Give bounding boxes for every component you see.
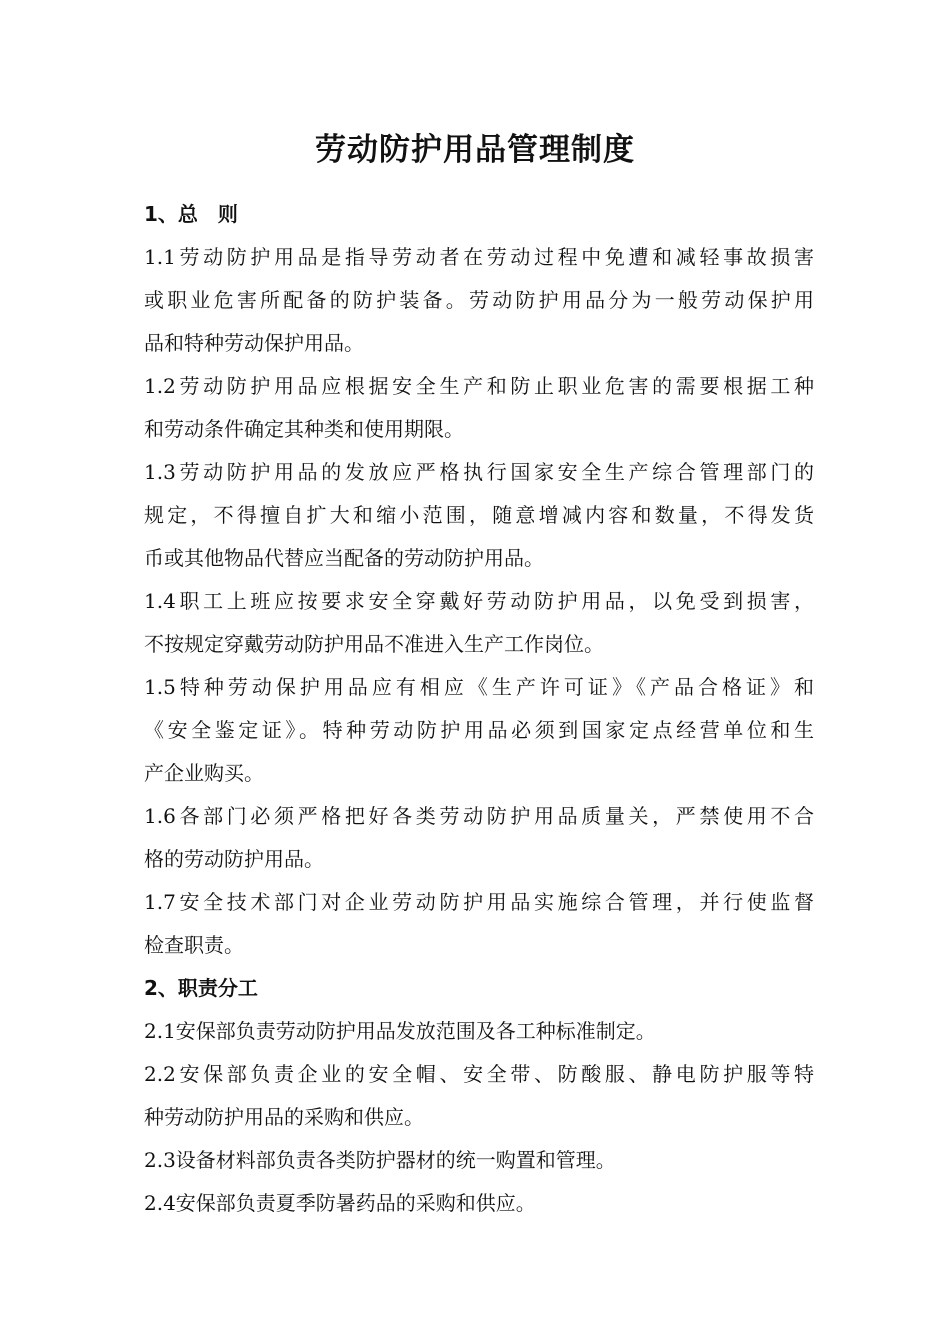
paragraph-line: 1.1劳动防护用品是指导劳动者在劳动过程中免遭和减轻事故损害 bbox=[144, 245, 814, 269]
paragraph-line: 1.3劳动防护用品的发放应严格执行国家安全生产综合管理部门的 bbox=[144, 460, 814, 484]
paragraph-line: 1.5特种劳动保护用品应有相应《生产许可证》《产品合格证》和 bbox=[144, 675, 814, 699]
paragraph-line: 不按规定穿戴劳动防护用品不准进入生产工作岗位。 bbox=[144, 632, 604, 656]
paragraph-line: 《安全鉴定证》。特种劳动防护用品必须到国家定点经营单位和生 bbox=[144, 718, 814, 742]
paragraph-line: 1.6各部门必须严格把好各类劳动防护用品质量关，严禁使用不合 bbox=[144, 804, 814, 828]
document-title: 劳动防护用品管理制度 bbox=[315, 132, 635, 168]
section-heading: 2、职责分工 bbox=[144, 976, 258, 1000]
paragraph-line: 和劳动条件确定其种类和使用期限。 bbox=[144, 417, 464, 441]
paragraph-line: 1.2劳动防护用品应根据安全生产和防止职业危害的需要根据工种 bbox=[144, 374, 814, 398]
paragraph-line: 2.2安保部负责企业的安全帽、安全带、防酸服、静电防护服等特 bbox=[144, 1062, 814, 1086]
document-body bbox=[144, 193, 814, 1225]
paragraph-line: 币或其他物品代替应当配备的劳动防护用品。 bbox=[144, 546, 544, 570]
paragraph-line: 或职业危害所配备的防护装备。劳动防护用品分为一般劳动保护用 bbox=[144, 288, 814, 312]
paragraph-line: 规定，不得擅自扩大和缩小范围，随意增减内容和数量，不得发货 bbox=[144, 503, 814, 527]
paragraph-line: 种劳动防护用品的采购和供应。 bbox=[144, 1105, 424, 1129]
paragraph-line: 格的劳动防护用品。 bbox=[144, 847, 324, 871]
paragraph-line: 1.4职工上班应按要求安全穿戴好劳动防护用品，以免受到损害， bbox=[144, 589, 814, 613]
paragraph-line: 检查职责。 bbox=[144, 933, 244, 957]
paragraph-line: 产企业购买。 bbox=[144, 761, 264, 785]
paragraph-line: 品和特种劳动保护用品。 bbox=[144, 331, 364, 355]
section-heading: 1、总 则 bbox=[144, 202, 238, 226]
paragraph-line: 2.1安保部负责劳动防护用品发放范围及各工种标准制定。 bbox=[144, 1019, 656, 1043]
paragraph-line: 2.4安保部负责夏季防暑药品的采购和供应。 bbox=[144, 1191, 536, 1215]
paragraph-line: 1.7安全技术部门对企业劳动防护用品实施综合管理，并行使监督 bbox=[144, 890, 814, 914]
paragraph-line: 2.3设备材料部负责各类防护器材的统一购置和管理。 bbox=[144, 1148, 616, 1172]
